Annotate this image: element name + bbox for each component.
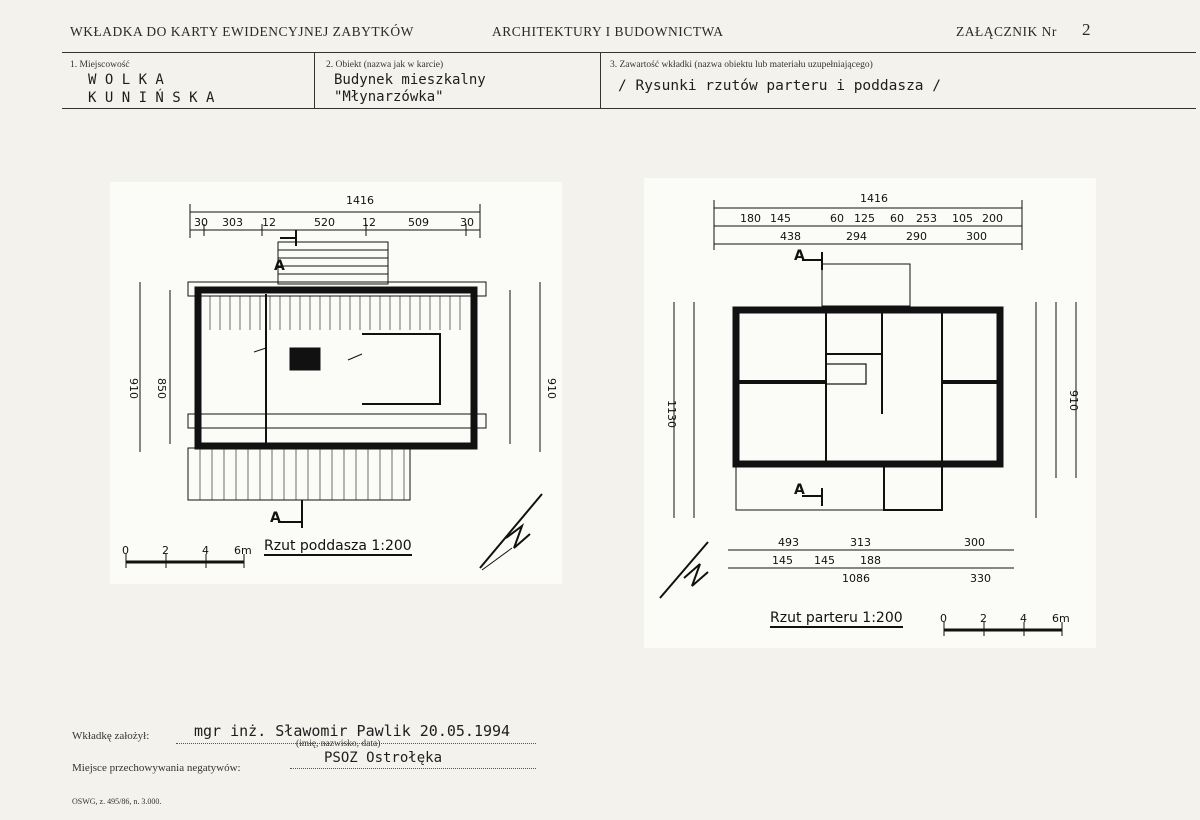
attic-dim-4: 520	[314, 216, 335, 229]
ground-scale-4: 4	[1020, 612, 1027, 625]
ground-dim-top-4: 125	[854, 212, 875, 225]
ground-scale-0: 0	[940, 612, 947, 625]
ground-floor-plan-drawing	[644, 178, 1096, 648]
field-3-label: 3. Zawartość wkładki (nazwa obiektu lub materiału uzupełniającego)	[610, 60, 873, 70]
header-subtitle: ARCHITEKTURY I BUDOWNICTWA	[492, 24, 724, 39]
header-title: WKŁADKA DO KARTY EWIDENCYJNEJ ZABYTKÓW	[70, 24, 414, 39]
ground-scale-6: 6m	[1052, 612, 1070, 625]
fields-top-rule	[62, 52, 1196, 53]
ground-dim-top2-6: 290	[906, 230, 927, 243]
field-1-label: 1. Miejscowość	[70, 60, 130, 70]
attic-dim-2: 303	[222, 216, 243, 229]
storage-label: Miejsce przechowywania negatywów:	[72, 762, 241, 774]
ground-dim-top-5: 60	[890, 212, 904, 225]
attic-dim-7: 30	[460, 216, 474, 229]
ground-dim-top-3: 60	[830, 212, 844, 225]
attic-total-width: 1416	[346, 194, 374, 207]
ground-total-width: 1416	[860, 192, 888, 205]
attic-dim-1: 30	[194, 216, 208, 229]
ground-bottom-total: 1086	[842, 572, 870, 585]
ground-dim-top-7: 105	[952, 212, 973, 225]
ground-section-top: A	[794, 248, 805, 264]
attic-section-bottom: A	[270, 510, 281, 526]
ground-dim-top-6: 253	[916, 212, 937, 225]
ground-left-total: 1130	[665, 400, 678, 428]
fields-bottom-rule	[62, 108, 1196, 109]
ground-bottom-total-2: 330	[970, 572, 991, 585]
ground-dim-top2-4: 294	[846, 230, 867, 243]
attic-plan-panel	[110, 182, 562, 584]
ground-dim-bottom-2: 145	[772, 554, 793, 567]
ground-floor-plan-title: Rzut parteru 1:200	[770, 610, 903, 626]
attic-scale-4: 4	[202, 544, 209, 557]
field-1-value-line1: W O L K A	[88, 72, 164, 88]
ground-dim-top-8: 200	[982, 212, 1003, 225]
founder-hint: (imię, nazwisko, data)	[296, 739, 381, 749]
attic-dim-6: 509	[408, 216, 429, 229]
ground-dim-top-1: 180	[740, 212, 761, 225]
storage-value: PSOZ Ostrołęka	[324, 750, 443, 766]
attic-dim-5: 12	[362, 216, 376, 229]
attic-scale-2: 2	[162, 544, 169, 557]
attachment-label: ZAŁĄCZNIK Nr	[956, 24, 1057, 39]
founder-label: Wkładkę założył:	[72, 730, 150, 742]
ground-floor-plan-panel	[644, 178, 1096, 648]
field-2-value-line2: "Młynarzówka"	[334, 89, 444, 105]
ground-section-bottom: A	[794, 482, 805, 498]
attic-right-total: 910	[545, 378, 558, 399]
field-divider-1	[314, 52, 315, 108]
field-divider-2	[600, 52, 601, 108]
attic-left-total: 910	[127, 378, 140, 399]
ground-dim-top2-2: 438	[780, 230, 801, 243]
field-2-label: 2. Obiekt (nazwa jak w karcie)	[326, 60, 444, 70]
attachment-number: 2	[1082, 20, 1091, 39]
ground-dim-top2-8: 300	[966, 230, 987, 243]
attic-section-top: A	[274, 258, 285, 274]
attic-plan-title: Rzut poddasza 1:200	[264, 538, 412, 554]
field-3-value: / Rysunki rzutów parteru i poddasza /	[618, 78, 942, 94]
ground-dim-bottom-top-10: 300	[964, 536, 985, 549]
ground-dim-top-2: 145	[770, 212, 791, 225]
ground-right-total: 910	[1067, 390, 1080, 411]
storage-line	[290, 768, 536, 769]
field-2-value-line1: Budynek mieszkalny	[334, 72, 486, 88]
ground-dim-bottom-5: 188	[860, 554, 881, 567]
attic-scale-6: 6m	[234, 544, 252, 557]
print-note: OSWG, z. 495/86, n. 3.000.	[72, 797, 162, 806]
ground-dim-bottom-top-2: 493	[778, 536, 799, 549]
ground-scale-2: 2	[980, 612, 987, 625]
attic-plan-drawing	[110, 182, 562, 584]
attic-dim-3: 12	[262, 216, 276, 229]
ground-dim-bottom-top-4: 313	[850, 536, 871, 549]
field-1-value-line2: K U N I Ń S K A	[88, 90, 215, 106]
attic-left-total-2: 850	[155, 378, 168, 399]
ground-dim-bottom-4: 145	[814, 554, 835, 567]
founder-value: mgr inż. Sławomir Pawlik 20.05.1994	[194, 722, 511, 740]
attic-scale-0: 0	[122, 544, 129, 557]
